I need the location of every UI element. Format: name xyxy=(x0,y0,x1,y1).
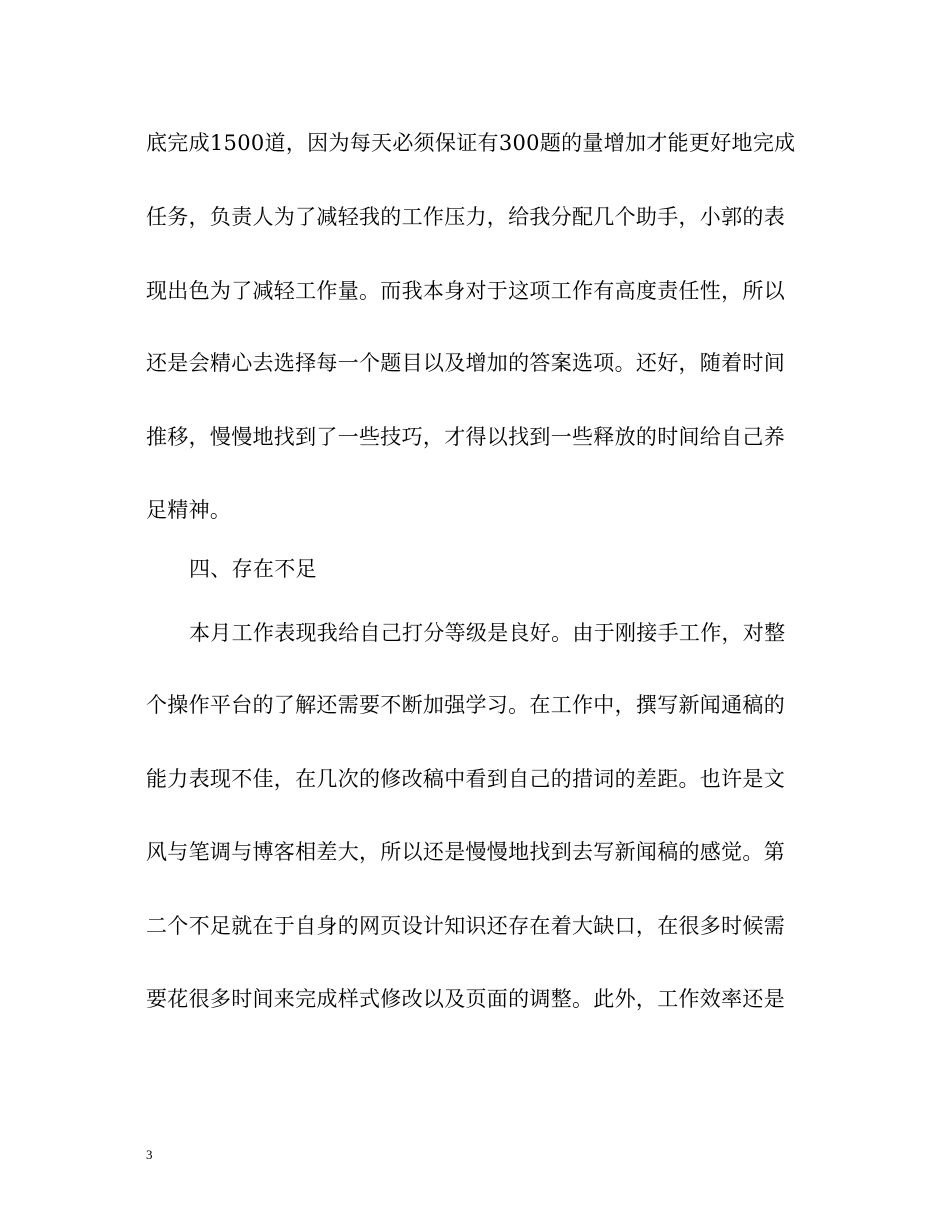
paragraph-line: 个操作平台的了解还需要不断加强学习。在工作中，撰写新闻通稿的 xyxy=(146,693,785,717)
paragraph-line: 本月工作表现我给自己打分等级是良好。由于刚接手工作，对整 xyxy=(189,621,786,645)
paragraph-line: 推移，慢慢地找到了一些技巧，才得以找到一些释放的时间给自己养 xyxy=(146,425,785,449)
paragraph-line: 足精神。 xyxy=(146,498,232,522)
paragraph-line: 底完成1500道，因为每天必须保证有300题的量增加才能更好地完成 xyxy=(146,131,796,155)
paragraph-line: 还是会精心去选择每一个题目以及增加的答案选项。还好，随着时间 xyxy=(146,351,785,375)
paragraph-line: 现出色为了减轻工作量。而我本身对于这项工作有高度责任性，所以 xyxy=(146,279,785,303)
paragraph-line: 要花很多时间来完成样式修改以及页面的调整。此外，工作效率还是 xyxy=(146,987,785,1011)
paragraph-line: 风与笔调与博客相差大，所以还是慢慢地找到去写新闻稿的感觉。第 xyxy=(146,840,785,864)
paragraph-line: 二个不足就在于自身的网页设计知识还存在着大缺口，在很多时候需 xyxy=(146,914,785,938)
paragraph-line: 任务，负责人为了减轻我的工作压力，给我分配几个助手，小郭的表 xyxy=(146,205,785,229)
section-heading: 四、存在不足 xyxy=(189,557,317,581)
page-number: 3 xyxy=(146,1147,153,1162)
paragraph-line: 能力表现不佳，在几次的修改稿中看到自己的措词的差距。也许是文 xyxy=(146,767,785,791)
